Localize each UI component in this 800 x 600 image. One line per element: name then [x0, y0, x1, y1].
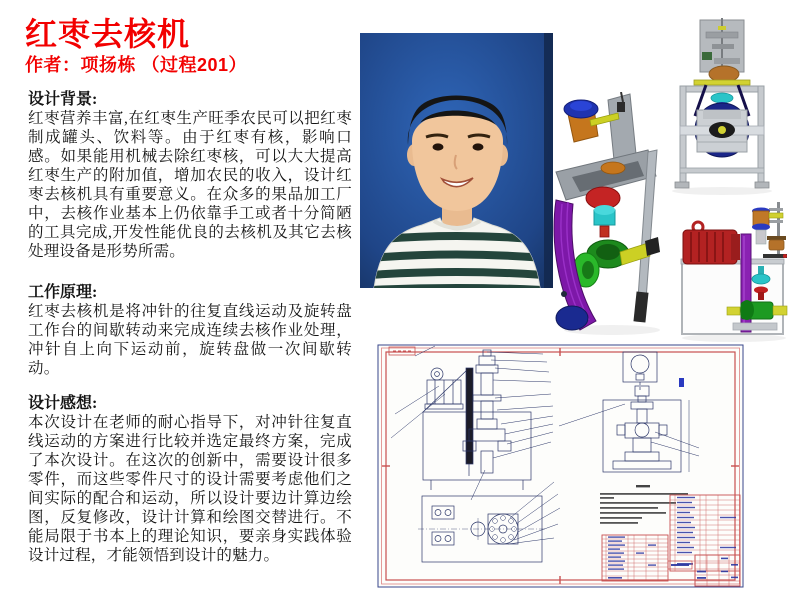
section-body: 本次设计在老师的耐心指导下，对冲针往复直线运动的方案进行比较并选定最终方案，完成了本次设计。在这次的创新中，需要设计很多零件，而这些零件尺寸的设计需要考虑他们之间实际的配合和运动，所以设计要边计算边绘图，反复修改，设计计算和绘图交替进行。不能局限于书本上的理论知识，要亲身实践体验设计过程，才能领悟到设计的魅力。 — [28, 414, 352, 564]
section-heading: 工作原理: — [28, 284, 98, 301]
header — [25, 16, 355, 76]
cad-perspective-image — [550, 92, 666, 338]
slide-title: 红枣去核机 — [25, 16, 191, 52]
author-line: 作者：项扬栋 （过程201） — [25, 55, 248, 75]
cad-front-image — [668, 18, 776, 196]
section-body: 红枣去核机是将冲针的往复直线运动及旋转盘工作台的间歇转动来完成连续去核作业处理，冲针自上向下运动前，旋转盘做一次间歇转动。 — [28, 303, 352, 377]
engineering-drawing — [377, 344, 744, 588]
section-body: 红枣营养丰富,在红枣生产旺季农民可以把红枣制成罐头、饮料等。由于红枣有核，影响口感。如果能用机械去除红枣核，可以大大提高红枣生产的附加值，增加农民的收入，设计红枣去核机具有重要意义。在众多的果品加工厂中，去核作业基本上仍依靠手工或者十分简陋的工具完成,开发性能优良的去核机及其它去核处理设备是形势所需。 — [28, 110, 352, 260]
section-heading: 设计感想: — [28, 395, 98, 412]
section-heading: 设计背景: — [28, 91, 98, 108]
portrait-photo — [360, 33, 553, 288]
cad-side-image — [677, 200, 791, 342]
section-working-principle — [28, 283, 352, 378]
section-design-thoughts — [28, 394, 352, 565]
section-design-background — [28, 90, 352, 261]
